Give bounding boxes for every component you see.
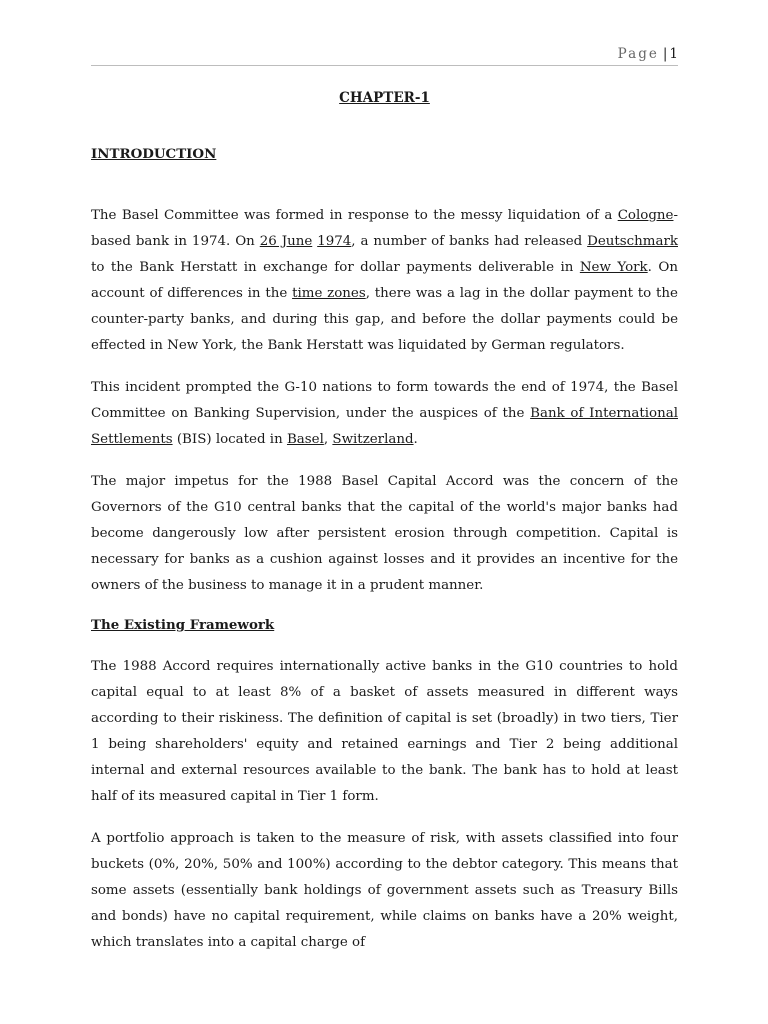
link-basel[interactable]: Basel [286, 432, 324, 447]
link-deutschmark[interactable]: Deutschmark [587, 234, 678, 249]
page-header [91, 46, 678, 62]
link-1974[interactable]: 1974 [317, 234, 352, 249]
link-time-zones[interactable]: time zones [292, 286, 366, 301]
document-body [91, 141, 678, 956]
link-new-york[interactable]: New York [579, 260, 648, 275]
paragraph-4: The 1988 Accord requires internationally active banks in the G10 countries to hold capital equal to at least 8% of a basket of assets measured in different ways according to their riskiness. The definition of capital is set (broadly) in two tiers, Tier 1 being shareholders' equity and retained earnings and Tier 2 being additional internal and external resources available to the bank. The bank has to hold at least half of its measured capital in Tier 1 form. [91, 659, 678, 804]
link-switzerland[interactable]: Switzerland [332, 432, 414, 447]
paragraph-2: This incident prompted the G-10 nations to form towards the end of 1974, the Basel Committee on Banking Supervision, under the auspices of the Bank of International Settlements (BIS) located in Basel, Switzerland. [91, 380, 678, 447]
intro-heading: INTRODUCTION [91, 146, 217, 162]
link-cologne[interactable]: Cologne [617, 208, 674, 223]
paragraph-5: A portfolio approach is taken to the measure of risk, with assets classified into four buckets (0%, 20%, 50% and 100%) according to the debtor category. This means that some assets (essentially bank holdings of government assets such as Treasury Bills and bonds) have no capital requirement, while claims on banks have a 20% weight, which translates into a capital charge of [91, 831, 678, 950]
paragraph-1: The Basel Committee was formed in response to the messy liquidation of a Cologne-based bank in 1974. On 26 June 1974, a number of banks had released Deutschmark to the Bank Herstatt in exchange for dollar payments deliverable in New York. On account of differences in the time zones, there was a lag in the dollar payment to the counter-party banks, and during this gap, and before the dollar payments could be effected in New York, the Bank Herstatt was liquidated by German regulators. [91, 208, 678, 353]
paragraph-3: The major impetus for the 1988 Basel Capital Accord was the concern of the Governors of the G10 central banks that the capital of the world's major banks had become dangerously low after persistent erosion through competition. Capital is necessary for banks as a cushion against losses and it provides an incentive for the owners of the business to manage it in a prudent manner. [91, 474, 678, 593]
link-bis[interactable]: Bank of International Settlements [91, 406, 678, 447]
framework-heading: The Existing Framework [91, 617, 275, 633]
header-rule [91, 65, 678, 66]
link-26-june[interactable]: 26 June [259, 234, 313, 249]
chapter-title: CHAPTER-1 [339, 90, 430, 106]
page-label: Page [617, 46, 659, 62]
page-separator: | [662, 46, 668, 62]
page-number: 1 [669, 46, 678, 62]
